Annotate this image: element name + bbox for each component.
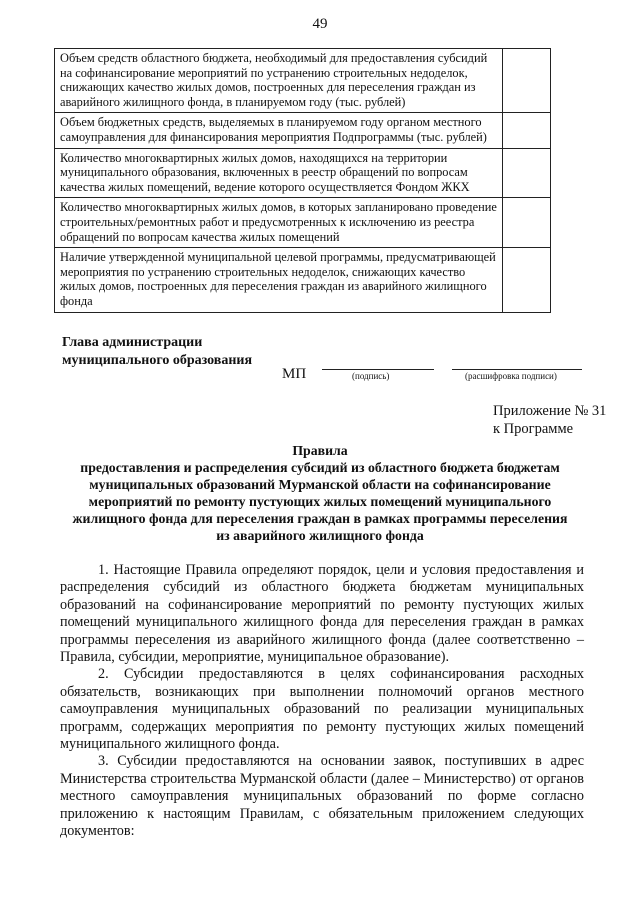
heading-line: из аварийного жилищного фонда: [216, 528, 424, 543]
appendix-line: к Программе: [493, 421, 574, 437]
stamp-place-label: МП: [282, 366, 307, 382]
appendix-line: Приложение № 31: [493, 403, 607, 419]
signature-title-line: муниципального образования: [62, 353, 253, 368]
table-row: [55, 148, 551, 198]
heading-line: мероприятий по ремонту пустующих жилых помещений муниципального: [88, 494, 552, 509]
document-heading: [60, 442, 580, 544]
signature-decode-line: [452, 369, 582, 370]
heading-line: муниципальных образований Мурманской области на софинансирование: [89, 477, 551, 492]
signature-line: [322, 369, 434, 370]
signature-title-line: Глава администрации: [62, 335, 203, 350]
table-row: [55, 248, 551, 312]
table-cell-criterion: Объем бюджетных средств, выделяемых в планируемом году органом местного самоуправления для финансирования мероприятия Подпрограммы (тыс. рублей): [55, 113, 503, 148]
document-body: [60, 562, 584, 841]
signature-title: [62, 334, 252, 370]
paragraph: 1. Настоящие Правила определяют порядок, цели и условия предоставления и распределения субсидий из областного бюджета бюджетам муниципальных образований на софинансирование мероприятий по ремонту пустующих жилых помещений муниципального жилищного фонда для переселения граждан в рамках программы переселения из аварийного жилищного фонда (далее соответственно – Правила, субсидии, мероприятие, муниципальное образование).: [60, 562, 584, 666]
paragraph: 2. Субсидии предоставляются в целях софинансирования расходных обязательств, возникающих при выполнении полномочий органов местного самоуправления муниципальных образований по реализации муниципальных программ, содержащих мероприятия по ремонту пустующих жилых помещений муниципального жилищного фонда.: [60, 666, 584, 753]
table-row: [55, 49, 551, 113]
table-cell-value: [502, 148, 550, 198]
table-row: [55, 198, 551, 248]
paragraph: 3. Субсидии предоставляются на основании заявок, поступивших в адрес Министерства строительства Мурманской области (далее – Министерство) от органов местного самоуправления муниципальных образований по форме согласно приложению к настоящим Правилам, с обязательным приложением следующих документов:: [60, 753, 584, 840]
table-cell-value: [502, 49, 550, 113]
table-cell-value: [502, 248, 550, 312]
appendix-label: [493, 402, 606, 438]
table-row: [55, 113, 551, 148]
table-cell-criterion: Объем средств областного бюджета, необходимый для предоставления субсидий на софинансирование мероприятий по устранению строительных недоделок, снижающих качество жилых домов, построенных для переселения граждан из аварийного жилищного фонда, в планируемом году (тыс. рублей): [55, 49, 503, 113]
criteria-table: [54, 48, 551, 313]
page-number: 49: [312, 16, 328, 32]
table-cell-value: [502, 113, 550, 148]
table-cell-criterion: Наличие утвержденной муниципальной целевой программы, предусматривающей мероприятия по устранению строительных недоделок, снижающих качество жилых домов, построенных для переселения граждан из аварийного жилищного фонда: [55, 248, 503, 312]
table-cell-value: [502, 198, 550, 248]
heading-line: предоставления и распределения субсидий из областного бюджета бюджетам: [80, 460, 560, 475]
heading-line: жилищного фонда для переселения граждан в рамках программы переселения: [72, 511, 568, 526]
heading-line: Правила: [292, 443, 348, 458]
signature-caption: (подпись): [352, 371, 390, 381]
signature-decode-caption: (расшифровка подписи): [465, 371, 557, 381]
table-cell-criterion: Количество многоквартирных жилых домов, в которых запланировано проведение строительных/ремонтных работ и предусмотренных к исключению из реестра обращений по вопросам качества жилых помещений: [55, 198, 503, 248]
table-cell-criterion: Количество многоквартирных жилых домов, находящихся на территории муниципального образования, включенных в реестр обращений по вопросам качества жилых помещений, ведение которого осуществляется Фондом ЖКХ: [55, 148, 503, 198]
